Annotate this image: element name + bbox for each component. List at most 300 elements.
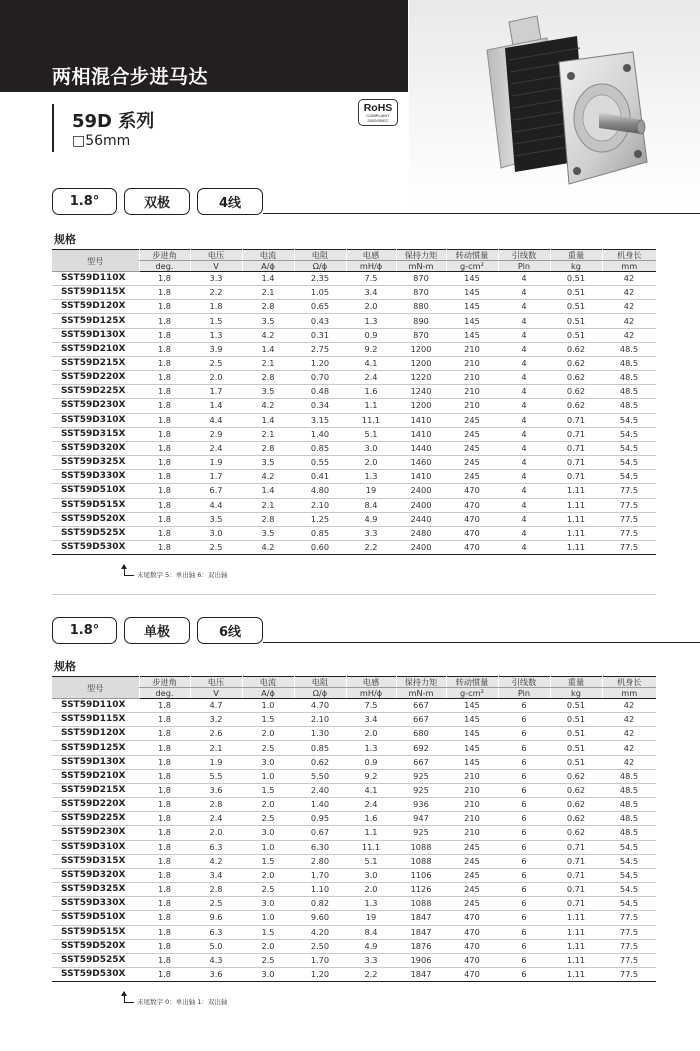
spec-cell: 2.0 bbox=[242, 798, 294, 812]
spec-cell: 19 bbox=[346, 484, 396, 498]
spec-cell: 11.1 bbox=[346, 413, 396, 427]
spec-cell: 245 bbox=[446, 854, 498, 868]
spec-cell: 6 bbox=[498, 840, 550, 854]
col-header: 电压 bbox=[190, 250, 242, 261]
shaft-note-1 bbox=[118, 565, 418, 585]
model-cell: SST59D210X bbox=[52, 342, 139, 356]
spec-cell: 1.8 bbox=[139, 342, 190, 356]
spec-cell: 0.67 bbox=[294, 826, 346, 840]
unit-header: mN-m bbox=[396, 688, 446, 699]
spec-cell: 470 bbox=[446, 540, 498, 554]
spec-table-unipolar bbox=[52, 676, 656, 982]
spec-cell: 4 bbox=[498, 272, 550, 286]
spec-cell: 5.1 bbox=[346, 854, 396, 868]
spec-cell: 0.31 bbox=[294, 328, 346, 342]
spec-cell: 1.8 bbox=[139, 385, 190, 399]
spec-cell: 1.8 bbox=[139, 441, 190, 455]
spec-cell: 1.1 bbox=[346, 399, 396, 413]
spec-cell: 1.8 bbox=[139, 286, 190, 300]
spec-cell: 210 bbox=[446, 399, 498, 413]
spec-cell: 145 bbox=[446, 713, 498, 727]
spec-cell: 2.9 bbox=[190, 427, 242, 441]
spec-cell: 3.0 bbox=[346, 441, 396, 455]
spec-cell: 4 bbox=[498, 286, 550, 300]
table-row bbox=[52, 840, 656, 854]
unit-header: A/ϕ bbox=[242, 261, 294, 272]
table-row bbox=[52, 812, 656, 826]
spec-cell: 1.7 bbox=[190, 385, 242, 399]
spec-cell: 0.34 bbox=[294, 399, 346, 413]
table-row bbox=[52, 883, 656, 897]
spec-cell: 77.5 bbox=[602, 939, 656, 953]
spec-cell: 1200 bbox=[396, 342, 446, 356]
unit-header: kg bbox=[550, 261, 602, 272]
spec-cell: 42 bbox=[602, 699, 656, 713]
spec-cell: 1.8 bbox=[139, 356, 190, 370]
spec-cell: 1.3 bbox=[346, 314, 396, 328]
spec-cell: 4 bbox=[498, 342, 550, 356]
spec-cell: 210 bbox=[446, 371, 498, 385]
spec-cell: 245 bbox=[446, 470, 498, 484]
spec-cell: 1.4 bbox=[242, 342, 294, 356]
spec-cell: 4.70 bbox=[294, 699, 346, 713]
spec-cell: 42 bbox=[602, 272, 656, 286]
spec-cell: 4 bbox=[498, 512, 550, 526]
spec-cell: 2.0 bbox=[190, 826, 242, 840]
spec-cell: 2.75 bbox=[294, 342, 346, 356]
spec-cell: 1.8 bbox=[139, 868, 190, 882]
spec-cell: 210 bbox=[446, 769, 498, 783]
spec-cell: 4.9 bbox=[346, 939, 396, 953]
spec-cell: 0.85 bbox=[294, 441, 346, 455]
table-row bbox=[52, 713, 656, 727]
spec-cell: 2.1 bbox=[242, 356, 294, 370]
unit-header: A/ϕ bbox=[242, 688, 294, 699]
spec-cell: 6.3 bbox=[190, 925, 242, 939]
spec-cell: 1.8 bbox=[139, 484, 190, 498]
table-row bbox=[52, 300, 656, 314]
spec-cell: 0.65 bbox=[294, 300, 346, 314]
spec-cell: 1.9 bbox=[190, 755, 242, 769]
model-cell: SST59D510X bbox=[52, 484, 139, 498]
spec-cell: 1.11 bbox=[550, 967, 602, 981]
spec-cell: 4.2 bbox=[242, 399, 294, 413]
table-row bbox=[52, 342, 656, 356]
spec-cell: 4 bbox=[498, 427, 550, 441]
table-row bbox=[52, 911, 656, 925]
spec-cell: 6 bbox=[498, 883, 550, 897]
spec-cell: 210 bbox=[446, 356, 498, 370]
spec-cell: 1.8 bbox=[139, 953, 190, 967]
spec-cell: 245 bbox=[446, 413, 498, 427]
unit-header: deg. bbox=[139, 688, 190, 699]
spec-cell: 1.8 bbox=[139, 897, 190, 911]
spec-cell: 1440 bbox=[396, 441, 446, 455]
spec-cell: 4 bbox=[498, 470, 550, 484]
spec-cell: 1410 bbox=[396, 413, 446, 427]
note-arrow-foot bbox=[124, 575, 134, 576]
spec-cell: 2.5 bbox=[190, 540, 242, 554]
spec-cell: 145 bbox=[446, 755, 498, 769]
spec-cell: 2480 bbox=[396, 526, 446, 540]
spec-cell: 1.7 bbox=[190, 470, 242, 484]
spec-cell: 54.5 bbox=[602, 897, 656, 911]
spec-cell: 54.5 bbox=[602, 456, 656, 470]
col-header: 步进角 bbox=[139, 250, 190, 261]
unit-header: Pin bbox=[498, 688, 550, 699]
spec-cell: 9.2 bbox=[346, 769, 396, 783]
spec-cell: 210 bbox=[446, 342, 498, 356]
spec-cell: 2.8 bbox=[242, 441, 294, 455]
table-row bbox=[52, 314, 656, 328]
unit-header: mH/ϕ bbox=[346, 688, 396, 699]
spec-cell: 54.5 bbox=[602, 413, 656, 427]
unit-header: mm bbox=[602, 261, 656, 272]
model-cell: SST59D310X bbox=[52, 413, 139, 427]
col-header: 机身长 bbox=[602, 250, 656, 261]
model-cell: SST59D230X bbox=[52, 399, 139, 413]
model-cell: SST59D130X bbox=[52, 328, 139, 342]
spec-cell: 2.80 bbox=[294, 854, 346, 868]
spec-cell: 0.82 bbox=[294, 897, 346, 911]
spec-cell: 4 bbox=[498, 371, 550, 385]
spec-cell: 77.5 bbox=[602, 911, 656, 925]
spec-cell: 245 bbox=[446, 427, 498, 441]
rohs-badge bbox=[358, 99, 398, 126]
spec-cell: 48.5 bbox=[602, 798, 656, 812]
spec-cell: 1.11 bbox=[550, 484, 602, 498]
spec-cell: 1.8 bbox=[139, 812, 190, 826]
spec-cell: 1.40 bbox=[294, 427, 346, 441]
spec-cell: 1.4 bbox=[242, 413, 294, 427]
spec-cell: 2.5 bbox=[242, 883, 294, 897]
col-header: 电感 bbox=[346, 677, 396, 688]
spec-cell: 2.0 bbox=[242, 939, 294, 953]
model-cell: SST59D330X bbox=[52, 897, 139, 911]
spec-cell: 2400 bbox=[396, 498, 446, 512]
spec-cell: 4.4 bbox=[190, 413, 242, 427]
table-row bbox=[52, 413, 656, 427]
spec-cell: 1.5 bbox=[242, 783, 294, 797]
spec-cell: 0.62 bbox=[550, 371, 602, 385]
unit-header: V bbox=[190, 261, 242, 272]
spec-cell: 1.8 bbox=[139, 540, 190, 554]
model-cell: SST59D210X bbox=[52, 769, 139, 783]
col-header: 电流 bbox=[242, 250, 294, 261]
spec-cell: 680 bbox=[396, 727, 446, 741]
spec-cell: 3.9 bbox=[190, 342, 242, 356]
spec-cell: 1.8 bbox=[139, 413, 190, 427]
spec-cell: 1.4 bbox=[242, 272, 294, 286]
spec-cell: 1.3 bbox=[346, 741, 396, 755]
spec-cell: 6.30 bbox=[294, 840, 346, 854]
col-header: 引线数 bbox=[498, 677, 550, 688]
spec-cell: 925 bbox=[396, 769, 446, 783]
spec-cell: 1.8 bbox=[139, 840, 190, 854]
spec-cell: 1.8 bbox=[139, 967, 190, 981]
spec-cell: 245 bbox=[446, 868, 498, 882]
spec-cell: 1.8 bbox=[139, 769, 190, 783]
step-angle-tag: 1.8° bbox=[52, 188, 117, 215]
spec-cell: 245 bbox=[446, 883, 498, 897]
spec-cell: 2440 bbox=[396, 512, 446, 526]
title-bar bbox=[0, 0, 408, 92]
spec-cell: 2.0 bbox=[190, 371, 242, 385]
spec-cell: 6 bbox=[498, 868, 550, 882]
wires-tag: 6线 bbox=[197, 617, 263, 644]
spec-cell: 6 bbox=[498, 897, 550, 911]
spec-cell: 9.2 bbox=[346, 342, 396, 356]
spec-cell: 2.0 bbox=[346, 727, 396, 741]
spec-cell: 1.70 bbox=[294, 868, 346, 882]
spec-cell: 4.2 bbox=[242, 540, 294, 554]
unit-header: mm bbox=[602, 688, 656, 699]
spec-cell: 0.51 bbox=[550, 713, 602, 727]
spec-cell: 1.11 bbox=[550, 939, 602, 953]
spec-cell: 0.41 bbox=[294, 470, 346, 484]
spec-cell: 2.4 bbox=[346, 371, 396, 385]
spec-cell: 6 bbox=[498, 911, 550, 925]
spec-cell: 1876 bbox=[396, 939, 446, 953]
spec-cell: 6 bbox=[498, 713, 550, 727]
col-header: 重量 bbox=[550, 250, 602, 261]
spec-cell: 1460 bbox=[396, 456, 446, 470]
section2-tags bbox=[52, 617, 700, 647]
spec-cell: 42 bbox=[602, 713, 656, 727]
model-cell: SST59D220X bbox=[52, 371, 139, 385]
spec-cell: 1.8 bbox=[190, 300, 242, 314]
table-row bbox=[52, 826, 656, 840]
model-cell: SST59D220X bbox=[52, 798, 139, 812]
spec-cell: 0.62 bbox=[550, 826, 602, 840]
spec-cell: 470 bbox=[446, 925, 498, 939]
model-cell: SST59D120X bbox=[52, 727, 139, 741]
spec-cell: 4 bbox=[498, 399, 550, 413]
spec-cell: 0.71 bbox=[550, 897, 602, 911]
spec-cell: 245 bbox=[446, 897, 498, 911]
spec-cell: 48.5 bbox=[602, 385, 656, 399]
spec-cell: 1126 bbox=[396, 883, 446, 897]
spec-cell: 0.51 bbox=[550, 300, 602, 314]
spec-cell: 0.9 bbox=[346, 755, 396, 769]
spec-cell: 4 bbox=[498, 441, 550, 455]
spec-cell: 3.15 bbox=[294, 413, 346, 427]
spec-cell: 1.8 bbox=[139, 883, 190, 897]
spec-cell: 2.2 bbox=[346, 967, 396, 981]
table-row bbox=[52, 769, 656, 783]
model-cell: SST59D515X bbox=[52, 925, 139, 939]
rohs-sub-text-2: 2002/95/EC bbox=[367, 117, 389, 123]
spec-cell: 145 bbox=[446, 314, 498, 328]
col-header: 保持力矩 bbox=[396, 677, 446, 688]
spec-cell: 1.8 bbox=[139, 755, 190, 769]
spec-cell: 3.5 bbox=[190, 512, 242, 526]
spec-cell: 1.8 bbox=[139, 470, 190, 484]
unit-header: g-cm² bbox=[446, 688, 498, 699]
spec-cell: 1.8 bbox=[139, 911, 190, 925]
spec-cell: 1.6 bbox=[346, 812, 396, 826]
spec-cell: 1088 bbox=[396, 854, 446, 868]
spec-cell: 54.5 bbox=[602, 854, 656, 868]
spec-cell: 245 bbox=[446, 840, 498, 854]
spec-cell: 3.3 bbox=[346, 953, 396, 967]
spec-cell: 3.4 bbox=[346, 286, 396, 300]
model-cell: SST59D125X bbox=[52, 314, 139, 328]
wires-tag: 4线 bbox=[197, 188, 263, 215]
series-rule bbox=[52, 104, 54, 152]
spec-cell: 3.0 bbox=[242, 826, 294, 840]
model-cell: SST59D225X bbox=[52, 812, 139, 826]
spec-cell: 1.30 bbox=[294, 727, 346, 741]
spec-cell: 1.10 bbox=[294, 883, 346, 897]
spec-cell: 77.5 bbox=[602, 925, 656, 939]
spec-cell: 1088 bbox=[396, 840, 446, 854]
spec-cell: 4.3 bbox=[190, 953, 242, 967]
spec-cell: 0.71 bbox=[550, 456, 602, 470]
spec-cell: 1.3 bbox=[346, 470, 396, 484]
spec-cell: 2.0 bbox=[346, 456, 396, 470]
spec-cell: 4.2 bbox=[242, 328, 294, 342]
spec-cell: 42 bbox=[602, 314, 656, 328]
spec-cell: 2.5 bbox=[242, 953, 294, 967]
spec-cell: 4 bbox=[498, 456, 550, 470]
spec-cell: 19 bbox=[346, 911, 396, 925]
spec-cell: 1.1 bbox=[346, 826, 396, 840]
table-row bbox=[52, 484, 656, 498]
spec-cell: 0.85 bbox=[294, 526, 346, 540]
spec-cell: 77.5 bbox=[602, 540, 656, 554]
spec-cell: 6 bbox=[498, 812, 550, 826]
table-row bbox=[52, 953, 656, 967]
table-row bbox=[52, 540, 656, 554]
table-row bbox=[52, 798, 656, 812]
spec-cell: 9.6 bbox=[190, 911, 242, 925]
spec-cell: 210 bbox=[446, 812, 498, 826]
spec-label-2: 规格 bbox=[54, 660, 76, 673]
spec-cell: 3.0 bbox=[242, 897, 294, 911]
spec-cell: 0.70 bbox=[294, 371, 346, 385]
spec-cell: 1.0 bbox=[242, 769, 294, 783]
spec-cell: 210 bbox=[446, 385, 498, 399]
spec-cell: 9.60 bbox=[294, 911, 346, 925]
spec-cell: 11.1 bbox=[346, 840, 396, 854]
spec-cell: 2.5 bbox=[190, 897, 242, 911]
spec-cell: 4 bbox=[498, 300, 550, 314]
spec-cell: 0.62 bbox=[550, 783, 602, 797]
spec-cell: 870 bbox=[396, 272, 446, 286]
model-cell: SST59D225X bbox=[52, 385, 139, 399]
spec-cell: 0.62 bbox=[550, 769, 602, 783]
model-cell: SST59D125X bbox=[52, 741, 139, 755]
table-row bbox=[52, 925, 656, 939]
spec-cell: 210 bbox=[446, 798, 498, 812]
spec-cell: 2.1 bbox=[242, 498, 294, 512]
spec-cell: 3.4 bbox=[190, 868, 242, 882]
spec-cell: 2.8 bbox=[242, 512, 294, 526]
spec-cell: 0.71 bbox=[550, 470, 602, 484]
spec-cell: 2.8 bbox=[190, 798, 242, 812]
spec-cell: 1.4 bbox=[242, 484, 294, 498]
spec-cell: 42 bbox=[602, 328, 656, 342]
spec-cell: 145 bbox=[446, 286, 498, 300]
spec-cell: 0.51 bbox=[550, 286, 602, 300]
spec-cell: 0.62 bbox=[550, 342, 602, 356]
spec-cell: 6 bbox=[498, 826, 550, 840]
table-row bbox=[52, 498, 656, 512]
spec-cell: 210 bbox=[446, 826, 498, 840]
spec-cell: 6 bbox=[498, 953, 550, 967]
spec-cell: 1.11 bbox=[550, 540, 602, 554]
spec-cell: 8.4 bbox=[346, 498, 396, 512]
unit-header: kg bbox=[550, 688, 602, 699]
spec-cell: 1906 bbox=[396, 953, 446, 967]
spec-cell: 0.51 bbox=[550, 741, 602, 755]
spec-cell: 4 bbox=[498, 314, 550, 328]
table-row bbox=[52, 755, 656, 769]
spec-cell: 5.5 bbox=[190, 769, 242, 783]
spec-cell: 1.5 bbox=[242, 925, 294, 939]
spec-cell: 2.1 bbox=[242, 286, 294, 300]
spec-cell: 6 bbox=[498, 741, 550, 755]
spec-cell: 1.0 bbox=[242, 911, 294, 925]
model-cell: SST59D215X bbox=[52, 356, 139, 370]
spec-cell: 54.5 bbox=[602, 868, 656, 882]
col-header: 转动惯量 bbox=[446, 677, 498, 688]
spec-cell: 1.8 bbox=[139, 314, 190, 328]
col-header: 电压 bbox=[190, 677, 242, 688]
spec-cell: 1.8 bbox=[139, 826, 190, 840]
model-cell: SST59D325X bbox=[52, 883, 139, 897]
spec-cell: 48.5 bbox=[602, 783, 656, 797]
spec-cell: 0.71 bbox=[550, 840, 602, 854]
stepper-motor-image bbox=[409, 0, 700, 209]
spec-cell: 0.62 bbox=[550, 385, 602, 399]
spec-cell: 1.5 bbox=[242, 713, 294, 727]
spec-cell: 0.51 bbox=[550, 328, 602, 342]
spec-cell: 2.35 bbox=[294, 272, 346, 286]
model-cell: SST59D510X bbox=[52, 911, 139, 925]
col-header: 保持力矩 bbox=[396, 250, 446, 261]
spec-cell: 0.62 bbox=[294, 755, 346, 769]
spec-cell: 3.5 bbox=[242, 526, 294, 540]
spec-cell: 42 bbox=[602, 300, 656, 314]
table-row bbox=[52, 385, 656, 399]
note-arrow-foot bbox=[124, 1002, 134, 1003]
spec-cell: 42 bbox=[602, 727, 656, 741]
spec-cell: 54.5 bbox=[602, 427, 656, 441]
spec-cell: 5.0 bbox=[190, 939, 242, 953]
table-row bbox=[52, 371, 656, 385]
spec-cell: 0.71 bbox=[550, 883, 602, 897]
spec-cell: 42 bbox=[602, 755, 656, 769]
spec-cell: 4 bbox=[498, 328, 550, 342]
spec-cell: 1.8 bbox=[139, 727, 190, 741]
spec-cell: 470 bbox=[446, 512, 498, 526]
spec-cell: 4.80 bbox=[294, 484, 346, 498]
spec-cell: 1.8 bbox=[139, 272, 190, 286]
note-text: 末尾数字 0：单出轴 1：双出轴 bbox=[137, 998, 228, 1006]
table-row bbox=[52, 512, 656, 526]
spec-cell: 2.8 bbox=[242, 371, 294, 385]
spec-cell: 48.5 bbox=[602, 812, 656, 826]
spec-cell: 48.5 bbox=[602, 826, 656, 840]
spec-cell: 0.85 bbox=[294, 741, 346, 755]
series-title: 59D 系列 bbox=[72, 111, 155, 132]
spec-cell: 54.5 bbox=[602, 441, 656, 455]
spec-cell: 1.8 bbox=[139, 925, 190, 939]
rohs-main-text: RoHS bbox=[363, 102, 393, 114]
spec-cell: 7.5 bbox=[346, 272, 396, 286]
